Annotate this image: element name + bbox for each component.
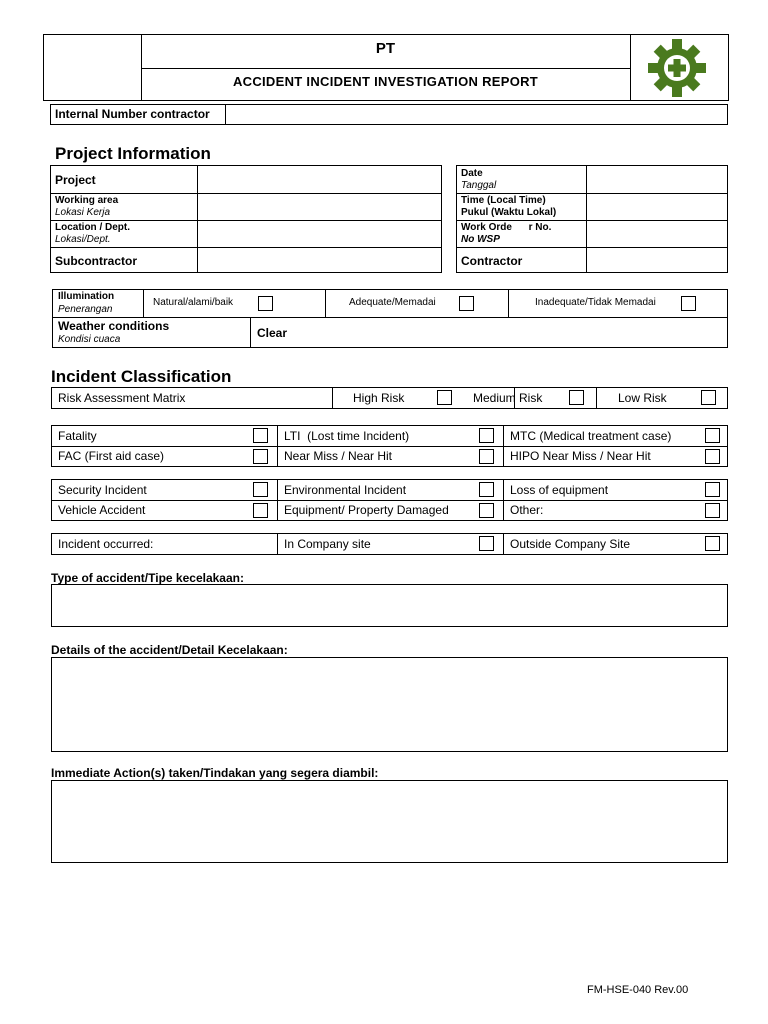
working-area-sub: Lokasi Kerja xyxy=(55,207,111,218)
location-field[interactable] xyxy=(198,221,441,247)
illumination-natural-checkbox[interactable] xyxy=(258,296,273,311)
property-damaged-label: Equipment/ Property Damaged xyxy=(284,503,449,517)
loss-of-equipment-checkbox[interactable] xyxy=(705,482,720,497)
security-incident-checkbox[interactable] xyxy=(253,482,268,497)
type-of-accident-field[interactable] xyxy=(51,584,728,627)
time-sub: Pukul (Waktu Lokal) xyxy=(461,207,557,218)
subcontractor-label: Subcontractor xyxy=(55,254,138,268)
near-miss-checkbox[interactable] xyxy=(479,449,494,464)
incident-occurred-row xyxy=(51,533,728,555)
low-risk-label: Low Risk xyxy=(618,391,667,405)
weather-value[interactable]: Clear xyxy=(257,326,288,340)
project-left-table xyxy=(50,165,442,273)
weather-sub: Kondisi cuaca xyxy=(58,334,121,345)
illumination-inadequate-checkbox[interactable] xyxy=(681,296,696,311)
details-field[interactable] xyxy=(51,657,728,752)
report-title: ACCIDENT INCIDENT INVESTIGATION REPORT xyxy=(232,74,539,89)
form-code: FM-HSE-040 Rev.00 xyxy=(587,984,689,996)
illumination-option-inadequate: Inadequate/Tidak Memadai xyxy=(535,297,656,308)
security-incident-label: Security Incident xyxy=(58,483,147,497)
work-order-label: Work Orde r No. xyxy=(461,222,552,233)
incident-occurred-label: Incident occurred: xyxy=(58,537,154,551)
internal-number-field[interactable] xyxy=(227,105,727,124)
other-label: Other: xyxy=(510,503,544,517)
vehicle-accident-label: Vehicle Accident xyxy=(58,503,146,517)
fatality-checkbox[interactable] xyxy=(253,428,268,443)
environmental-incident-checkbox[interactable] xyxy=(479,482,494,497)
working-area-field[interactable] xyxy=(198,194,441,220)
mtc-checkbox[interactable] xyxy=(705,428,720,443)
lti-label: LTI (Lost time Incident) xyxy=(284,429,410,443)
illumination-adequate-checkbox[interactable] xyxy=(459,296,474,311)
risk-matrix-label: Risk Assessment Matrix xyxy=(58,391,186,405)
subcontractor-field[interactable] xyxy=(198,248,441,273)
outside-company-site-checkbox[interactable] xyxy=(705,536,720,551)
near-miss-label: Near Miss / Near Hit xyxy=(284,449,393,463)
hipo-checkbox[interactable] xyxy=(705,449,720,464)
incident-type-group-1 xyxy=(51,425,728,467)
work-order-sub: No WSP xyxy=(461,234,500,245)
location-sub: Lokasi/Dept. xyxy=(55,234,111,245)
incident-type-group-2 xyxy=(51,479,728,521)
environmental-incident-label: Environmental Incident xyxy=(284,483,407,497)
outside-company-site-label: Outside Company Site xyxy=(510,537,631,551)
medium-risk-checkbox[interactable] xyxy=(569,390,584,405)
risk-matrix-row xyxy=(51,387,728,409)
project-right-table xyxy=(456,165,728,273)
loss-of-equipment-label: Loss of equipment xyxy=(510,483,609,497)
project-field[interactable] xyxy=(198,166,441,193)
vehicle-accident-checkbox[interactable] xyxy=(253,503,268,518)
mtc-label: MTC (Medical treatment case) xyxy=(510,429,672,443)
gear-plus-icon xyxy=(646,39,708,97)
project-info-heading: Project Information xyxy=(55,144,211,163)
fac-checkbox[interactable] xyxy=(253,449,268,464)
internal-number-label: Internal Number contractor xyxy=(55,107,210,121)
details-label: Details of the accident/Detail Kecelakaan: xyxy=(51,643,288,657)
work-order-field[interactable] xyxy=(587,221,727,247)
project-label: Project xyxy=(55,173,96,187)
in-company-site-checkbox[interactable] xyxy=(479,536,494,551)
fatality-label: Fatality xyxy=(58,429,97,443)
date-sub: Tanggal xyxy=(461,180,497,191)
conditions-table xyxy=(52,289,728,348)
high-risk-checkbox[interactable] xyxy=(437,390,452,405)
other-checkbox[interactable] xyxy=(705,503,720,518)
internal-number-row xyxy=(50,104,728,125)
lti-checkbox[interactable] xyxy=(479,428,494,443)
time-field[interactable] xyxy=(587,194,727,220)
company-name: PT xyxy=(375,40,396,57)
illumination-option-natural: Natural/alami/baik xyxy=(153,297,234,308)
medium-risk-label: Medium Risk xyxy=(473,391,543,405)
illumination-option-adequate: Adequate/Memadai xyxy=(349,297,436,308)
date-label: Date xyxy=(461,168,483,179)
type-of-accident-label: Type of accident/Tipe kecelakaan: xyxy=(51,571,244,585)
immediate-action-label: Immediate Action(s) taken/Tindakan yang segera diambil: xyxy=(51,766,379,780)
weather-label: Weather conditions xyxy=(58,319,170,333)
hipo-label: HIPO Near Miss / Near Hit xyxy=(510,449,651,463)
classification-heading: Incident Classification xyxy=(51,367,232,386)
property-damaged-checkbox[interactable] xyxy=(479,503,494,518)
in-company-site-label: In Company site xyxy=(284,537,371,551)
immediate-action-field[interactable] xyxy=(51,780,728,863)
header-box xyxy=(43,34,729,101)
time-label: Time (Local Time) xyxy=(461,195,546,206)
illumination-label: Illumination xyxy=(58,291,115,302)
low-risk-checkbox[interactable] xyxy=(701,390,716,405)
date-field[interactable] xyxy=(587,166,727,193)
contractor-label: Contractor xyxy=(461,254,523,268)
contractor-field[interactable] xyxy=(587,248,727,273)
high-risk-label: High Risk xyxy=(353,391,405,405)
illumination-sub: Penerangan xyxy=(58,304,113,315)
working-area-label: Working area xyxy=(55,195,119,206)
location-label: Location / Dept. xyxy=(55,222,130,233)
fac-label: FAC (First aid case) xyxy=(58,449,165,463)
